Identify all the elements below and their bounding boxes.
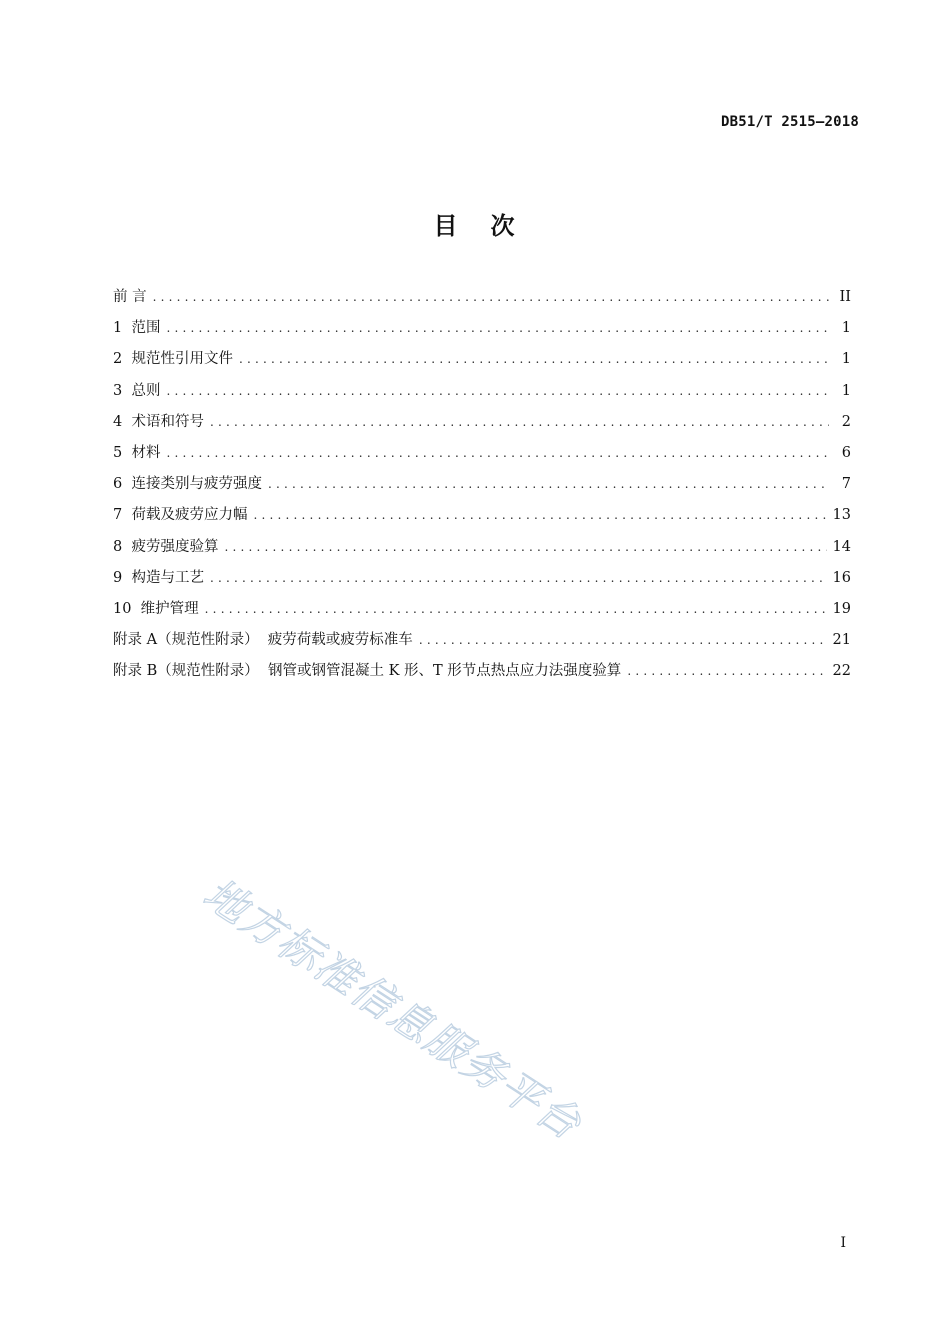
toc-entry-label: 8 疲劳强度验算 (113, 538, 219, 555)
toc-entry-label: 3 总则 (113, 382, 161, 399)
toc-entry-2[interactable] (113, 346, 851, 377)
toc-entry-10[interactable] (113, 596, 851, 627)
toc-entry-label: 附录 A（规范性附录） 疲劳荷载或疲劳标准车 (113, 632, 413, 649)
toc-entry-4[interactable] (113, 409, 851, 440)
toc-leader-dots (253, 502, 826, 529)
toc-entry-label: 10 维护管理 (113, 600, 199, 617)
toc-entry-3[interactable] (113, 378, 851, 409)
toc-entry-page: 1 (841, 351, 851, 368)
toc-leader-dots (205, 596, 827, 623)
standard-code: DB51/T 2515—2018 (720, 114, 859, 130)
watermark: 地方标准信息服务平台 (194, 868, 591, 1150)
toc-entry-label: 7 荷载及疲劳应力幅 (113, 507, 248, 524)
toc-entry-label: 前 言 (113, 289, 147, 305)
toc-entry-6[interactable] (113, 471, 851, 502)
toc-entry-page: 1 (841, 382, 851, 399)
table-of-contents (113, 284, 851, 689)
toc-leader-dots (419, 627, 827, 654)
toc-entry-label: 9 构造与工艺 (113, 569, 204, 586)
toc-entry-8[interactable] (113, 534, 851, 565)
toc-entry-foreword[interactable] (113, 284, 851, 315)
toc-entry-page: 13 (832, 507, 851, 524)
toc-entry-page: 7 (841, 476, 851, 493)
toc-leader-dots (166, 378, 829, 405)
toc-leader-dots (210, 565, 827, 592)
toc-entry-page: 16 (832, 569, 851, 586)
toc-entry-label: 4 术语和符号 (113, 413, 204, 430)
toc-leader-dots (166, 315, 829, 342)
toc-entry-page: 19 (832, 600, 851, 617)
toc-leader-dots (224, 534, 826, 561)
toc-leader-dots (210, 409, 829, 436)
toc-leader-dots (153, 284, 829, 311)
toc-leader-dots (166, 440, 829, 467)
toc-entry-1[interactable] (113, 315, 851, 346)
toc-entry-page: 2 (841, 413, 851, 430)
toc-entry-appendix-a[interactable] (113, 627, 851, 658)
toc-entry-page: 6 (841, 444, 851, 461)
page-title: 目 次 (433, 212, 517, 240)
toc-entry-label: 附录 B（规范性附录） 钢管或钢管混凝土 K 形、T 形节点热点应力法强度验算 (113, 663, 622, 680)
toc-entry-page: 21 (832, 632, 851, 649)
toc-entry-label: 1 范围 (113, 320, 161, 337)
toc-entry-page: 14 (832, 538, 851, 555)
toc-entry-appendix-b[interactable] (113, 658, 851, 689)
toc-entry-label: 2 规范性引用文件 (113, 351, 233, 368)
toc-entry-label: 5 材料 (113, 444, 161, 461)
toc-entry-label: 6 连接类别与疲劳强度 (113, 476, 262, 493)
toc-entry-page: II (839, 289, 851, 305)
page-number: I (840, 1235, 846, 1251)
toc-entry-page: 1 (841, 320, 851, 337)
toc-entry-5[interactable] (113, 440, 851, 471)
toc-leader-dots (268, 471, 829, 498)
toc-leader-dots (627, 658, 826, 685)
toc-entry-9[interactable] (113, 565, 851, 596)
toc-entry-page: 22 (832, 663, 851, 680)
toc-entry-7[interactable] (113, 502, 851, 533)
toc-leader-dots (239, 346, 829, 373)
